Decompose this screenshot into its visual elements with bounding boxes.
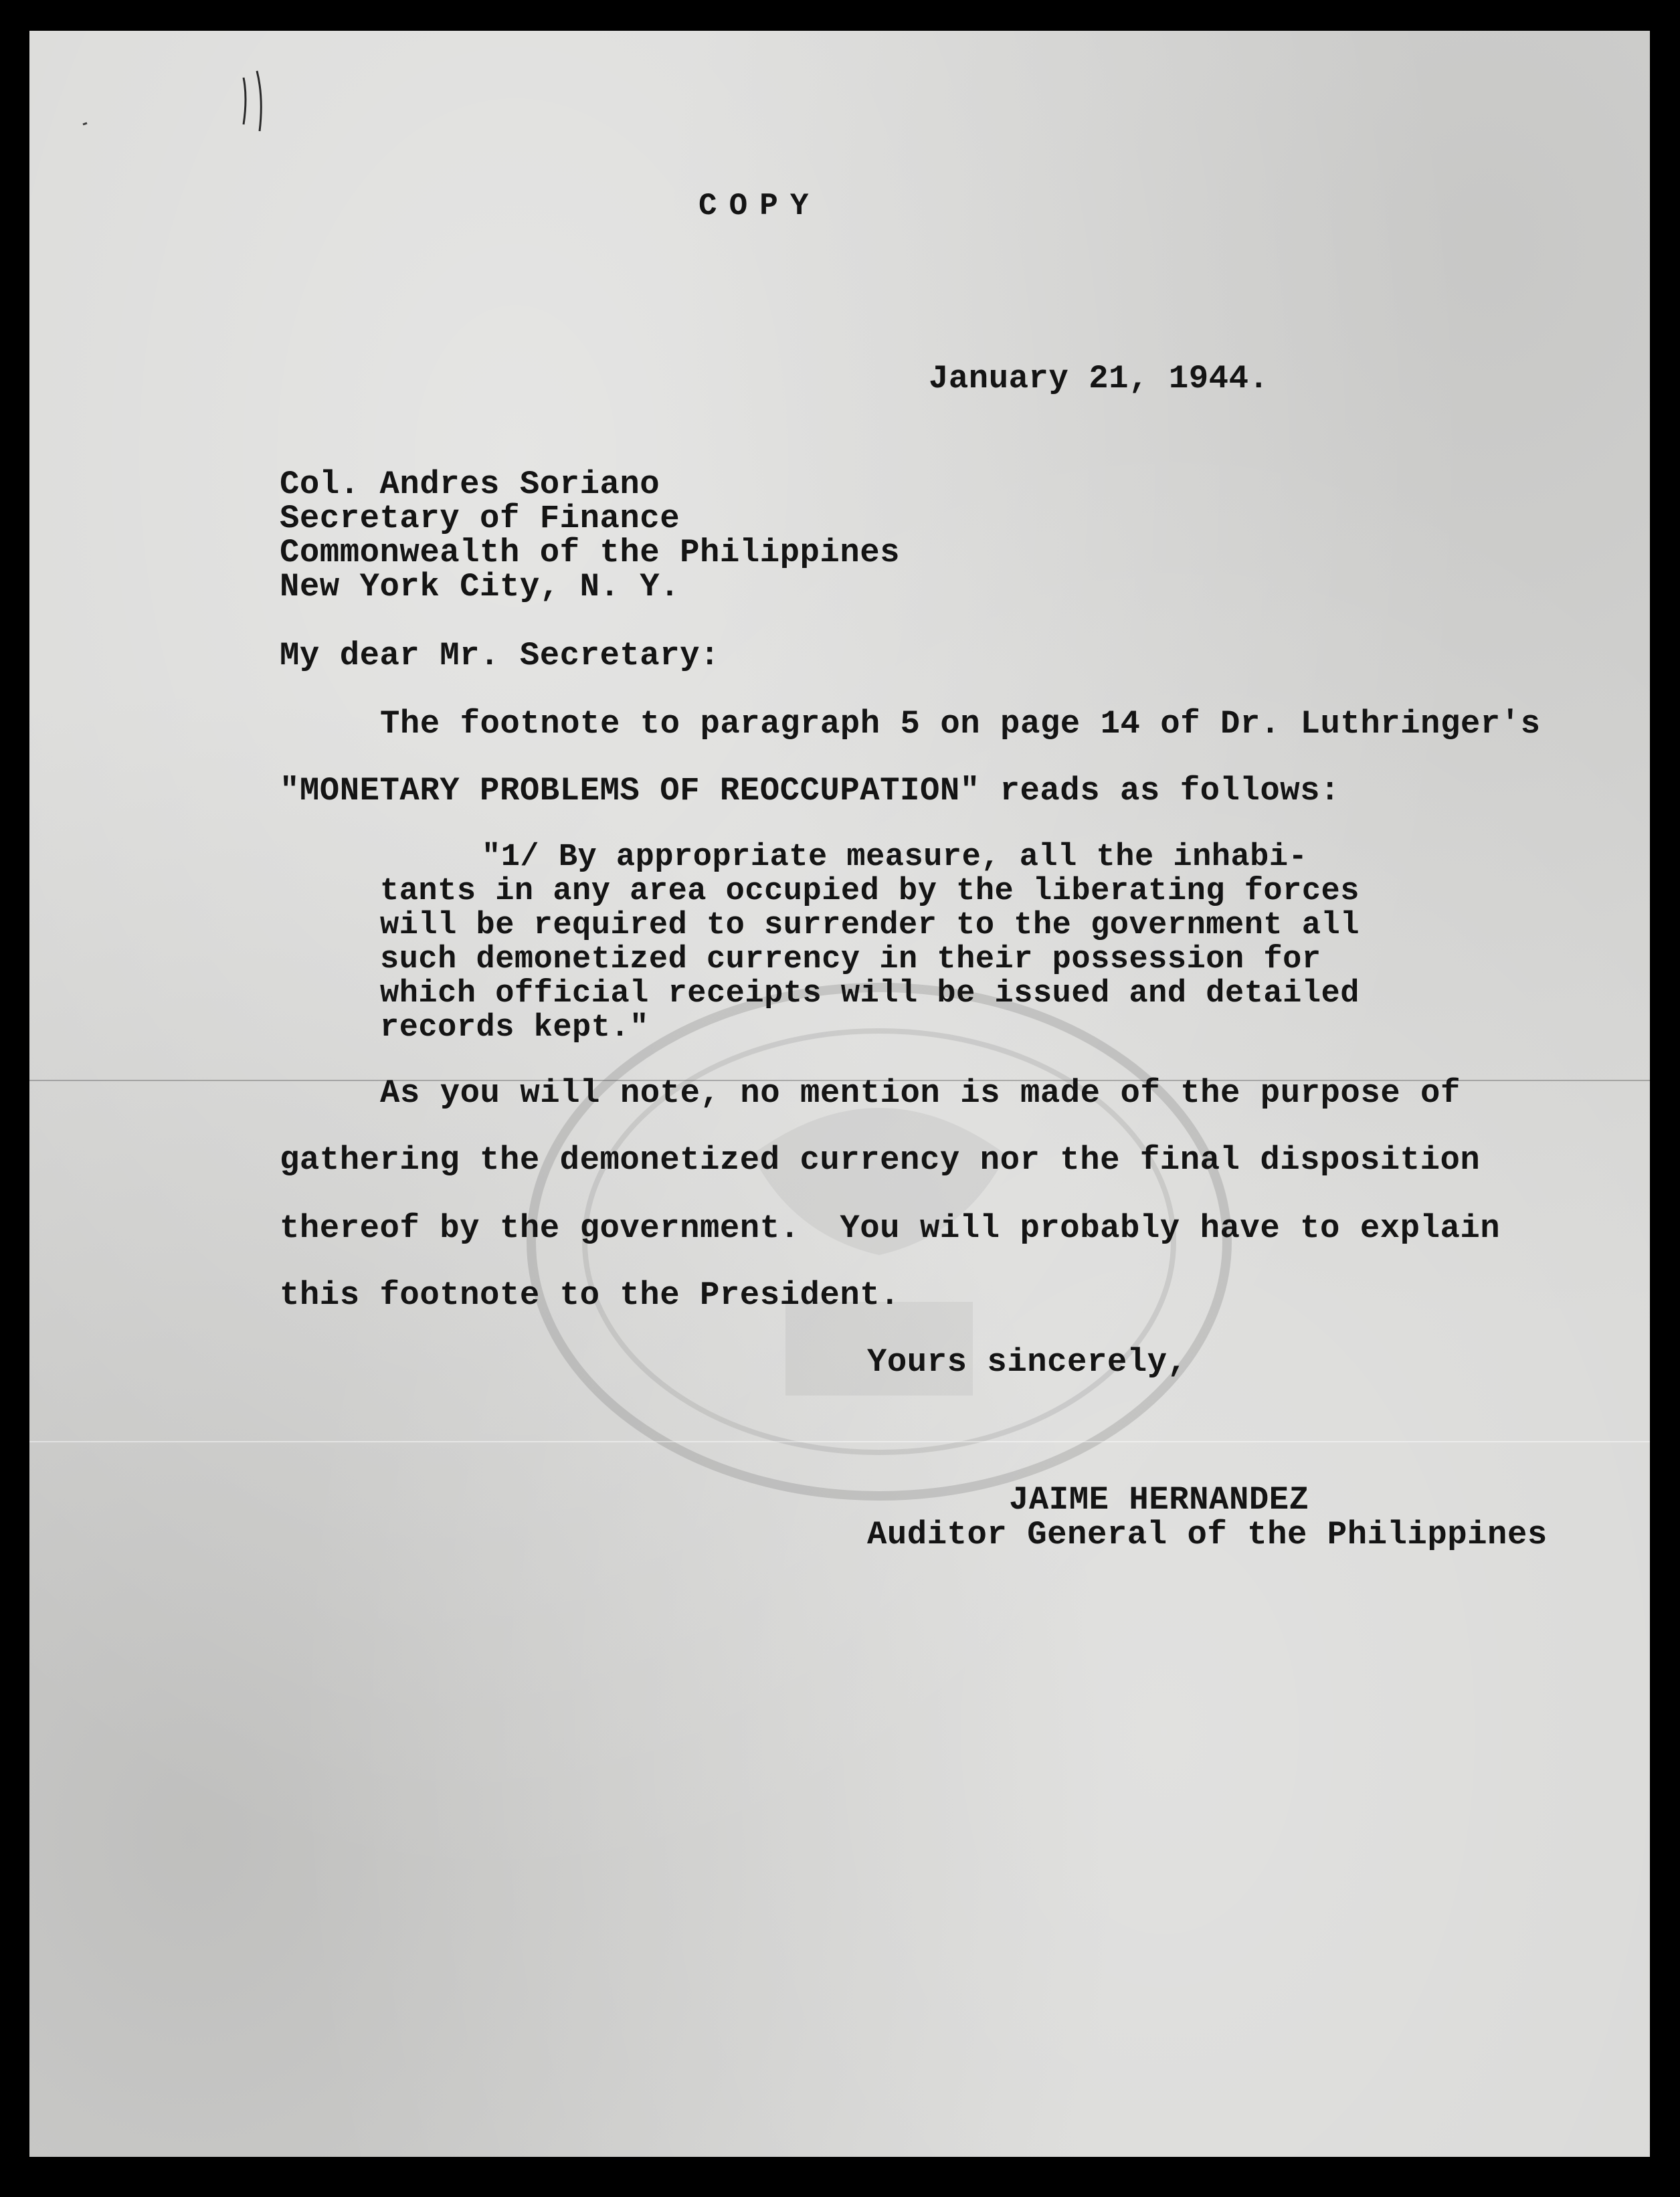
paragraph-2-line-1: As you will note, no mention is made of the purpose of bbox=[380, 1074, 1461, 1112]
address-line-1: Col. Andres Soriano bbox=[280, 466, 660, 503]
signature-title: Auditor General of the Philippines bbox=[867, 1516, 1548, 1553]
document-page bbox=[29, 31, 1650, 2157]
paragraph-1-line-1: The footnote to paragraph 5 on page 14 of Dr. Luthringer's bbox=[380, 705, 1541, 743]
paragraph-2-line-2: gathering the demonetized currency nor the final disposition bbox=[280, 1141, 1481, 1179]
quote-line-2: tants in any area occupied by the liberating forces bbox=[380, 874, 1360, 909]
address-line-4: New York City, N. Y. bbox=[280, 568, 680, 605]
copy-heading: COPY bbox=[698, 189, 821, 223]
margin-marks bbox=[70, 51, 337, 185]
quote-line-5: which official receipts will be issued and detailed bbox=[380, 976, 1360, 1012]
fold-line-light bbox=[29, 1441, 1650, 1442]
salutation: My dear Mr. Secretary: bbox=[280, 637, 720, 674]
quote-line-4: such demonetized currency in their possession for bbox=[380, 942, 1321, 977]
closing: Yours sincerely, bbox=[867, 1343, 1188, 1381]
paragraph-2-line-4: this footnote to the President. bbox=[280, 1276, 901, 1314]
quote-line-6: records kept." bbox=[380, 1010, 649, 1046]
paragraph-1-line-2: "MONETARY PROBLEMS OF REOCCUPATION" reads as follows: bbox=[280, 772, 1340, 809]
quote-line-1: "1/ By appropriate measure, all the inhabi- bbox=[482, 840, 1308, 875]
letter-date: January 21, 1944. bbox=[929, 360, 1269, 397]
signature-name: JAIME HERNANDEZ bbox=[1009, 1481, 1309, 1519]
address-line-2: Secretary of Finance bbox=[280, 500, 680, 537]
address-line-3: Commonwealth of the Philippines bbox=[280, 534, 901, 571]
quote-line-3: will be required to surrender to the government all bbox=[380, 908, 1360, 943]
paragraph-2-line-3: thereof by the government. You will probably have to explain bbox=[280, 1210, 1501, 1247]
